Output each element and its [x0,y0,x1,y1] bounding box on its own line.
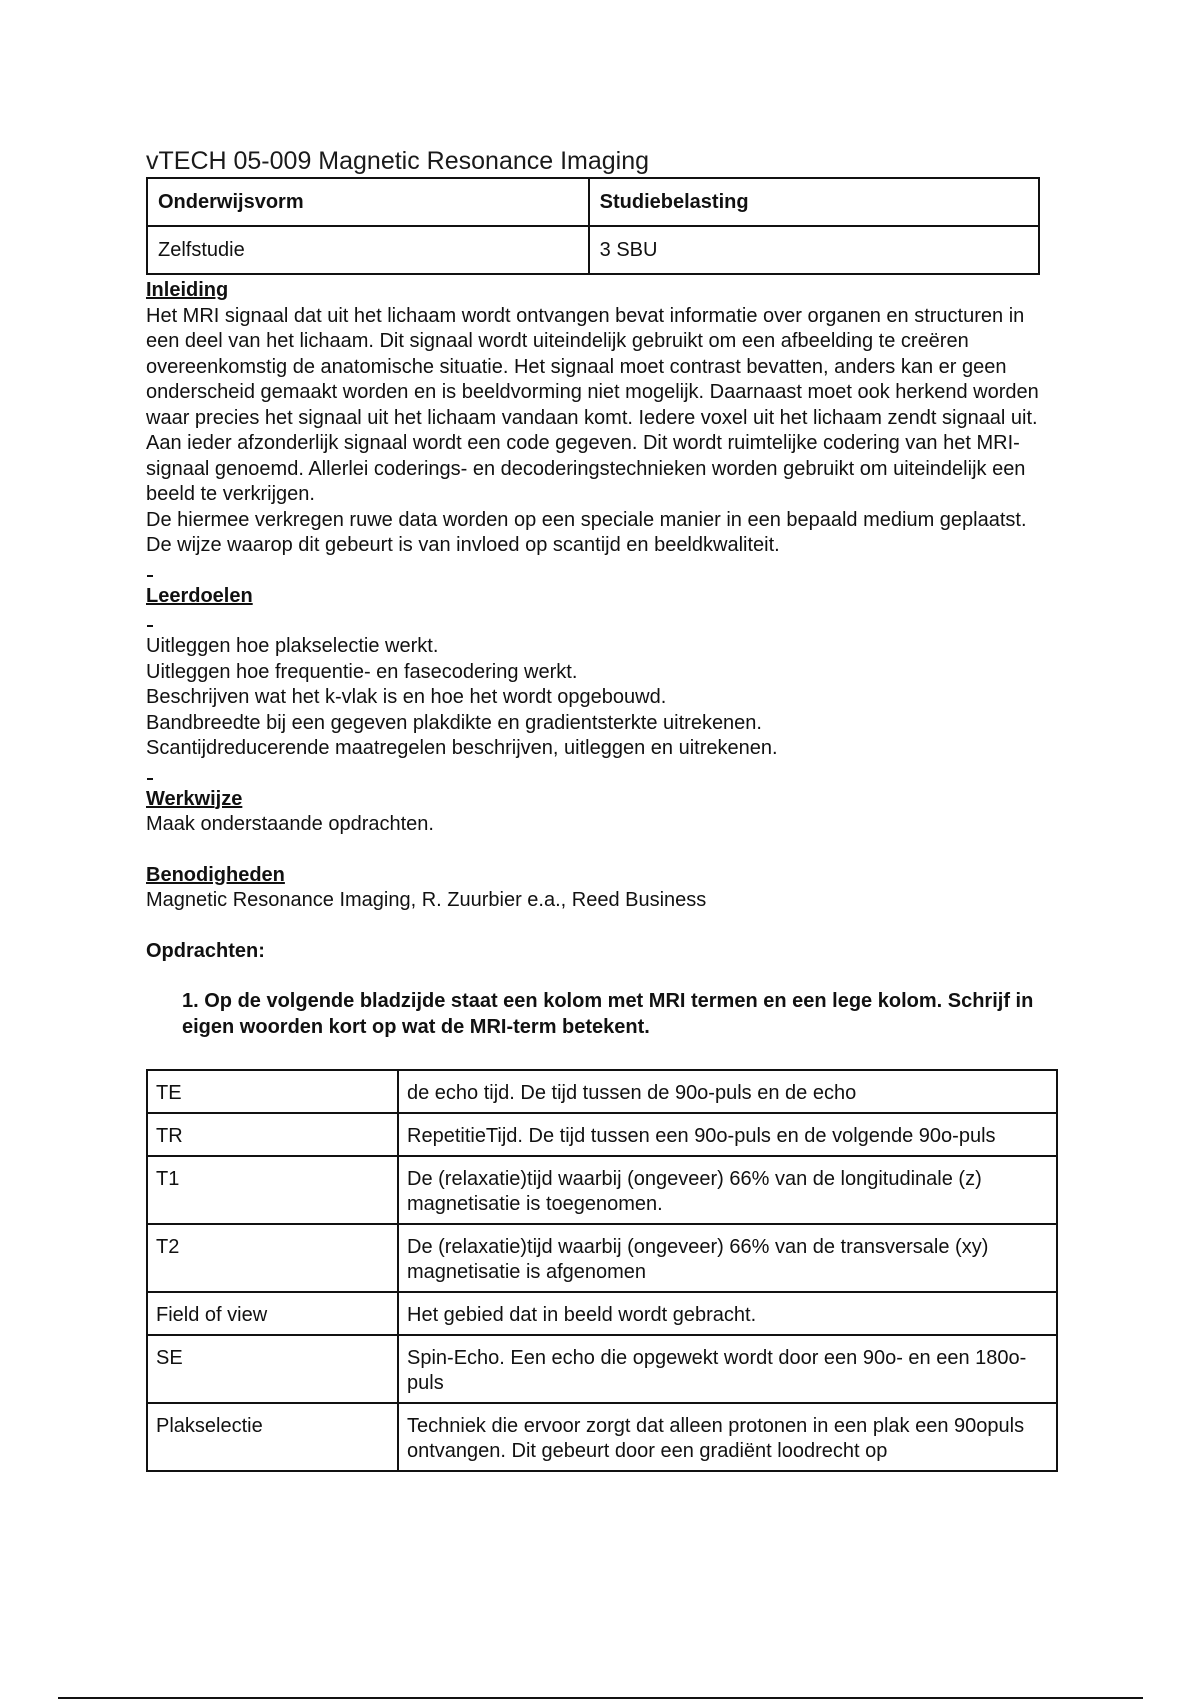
table-row [147,1113,1057,1156]
intro-paragraph-2: De hiermee verkregen ruwe data worden op een speciale manier in een bepaald medium geplaatst. De wijze waarop dit gebeurt is van invloed op scantijd en beeldkwaliteit. [146,508,1027,556]
info-table-header-row [147,178,1039,226]
term-cell: Field of view [147,1292,398,1335]
goal-item: Uitleggen hoe frequentie- en fasecodering werkt. [146,660,578,683]
goals-heading: Leerdoelen [146,584,253,607]
table-row [147,1224,1057,1292]
table-row [147,1335,1057,1403]
table-row [147,1070,1057,1113]
spacer-dash [146,609,1046,634]
document-body [146,278,1046,1040]
intro-heading: Inleiding [146,279,229,301]
table-row [147,1403,1057,1471]
value-studiebelasting: 3 SBU [589,226,1039,274]
goal-item: Uitleggen hoe plakselectie werkt. [146,635,439,657]
assignments-heading: Opdrachten: [146,939,265,962]
header-onderwijsvorm: Onderwijsvorm [147,178,589,226]
definition-cell: De (relaxatie)tijd waarbij (ongeveer) 66% van de longitudinale (z) magnetisatie is toegenomen. [398,1156,1057,1224]
document-title: vTECH 05-009 Magnetic Resonance Imaging [146,147,650,175]
terms-table [146,1069,1058,1472]
header-studiebelasting: Studiebelasting [589,178,1039,226]
footer-divider [58,1697,1143,1699]
definition-cell: de echo tijd. De tijd tussen de 90o-puls en de echo [398,1070,1057,1113]
info-table-value-row [147,226,1039,274]
definition-cell: RepetitieTijd. De tijd tussen een 90o-puls en de volgende 90o-puls [398,1113,1057,1156]
term-cell: T1 [147,1156,398,1224]
table-row [147,1156,1057,1224]
table-row [147,1292,1057,1335]
requirements-text: Magnetic Resonance Imaging, R. Zuurbier e.a., Reed Business [146,889,707,911]
goal-item: Bandbreedte bij een gegeven plakdikte en gradientsterkte uitrekenen. [146,711,762,734]
method-heading: Werkwijze [146,787,243,810]
intro-paragraph-1: Het MRI signaal dat uit het lichaam wordt ontvangen bevat informatie over organen en structuren in een deel van het lichaam. Dit signaal wordt uiteindelijk gebruikt om een afbeelding te creëren overeenkomstig de anatomische situatie. Het signaal moet contrast bevatten, anders kan er geen onderscheid gemaakt worden en is beeldvorming niet mogelijk. Daarnaast moet ook herkend worden waar precies het signaal uit het lichaam vandaan komt. Iedere voxel uit het lichaam zendt signaal uit. Aan ieder afzonderlijk signaal wordt een code gegeven. Dit wordt ruimtelijke codering van het MRI-signaal genoemd. Allerlei coderings- en decoderingstechnieken worden gebruikt om uiteindelijk een beeld te verkrijgen. [146,304,1039,505]
value-onderwijsvorm: Zelfstudie [147,226,589,274]
definition-cell: Het gebied dat in beeld wordt gebracht. [398,1292,1057,1335]
info-table [146,177,1040,275]
term-cell: TE [147,1070,398,1113]
method-text: Maak onderstaande opdrachten. [146,813,434,835]
spacer-dash [146,559,1046,584]
goal-item: Beschrijven wat het k-vlak is en hoe het wordt opgebouwd. [146,686,667,708]
requirements-heading: Benodigheden [146,863,285,886]
spacer-dash [146,762,1046,787]
definition-cell: Techniek die ervoor zorgt dat alleen protonen in een plak een 90opuls ontvangen. Dit gebeurt door een gradiënt loodrecht op [398,1403,1057,1471]
term-cell: Plakselectie [147,1403,398,1471]
task-1: 1. Op de volgende bladzijde staat een kolom met MRI termen en een lege kolom. Schrijf in eigen woorden kort op wat de MRI-term betekent. [182,990,1034,1038]
term-cell: T2 [147,1224,398,1292]
definition-cell: Spin-Echo. Een echo die opgewekt wordt door een 90o- en een 180o-puls [398,1335,1057,1403]
definition-cell: De (relaxatie)tijd waarbij (ongeveer) 66% van de transversale (xy) magnetisatie is afgenomen [398,1224,1057,1292]
term-cell: TR [147,1113,398,1156]
goal-item: Scantijdreducerende maatregelen beschrijven, uitleggen en uitrekenen. [146,737,778,759]
term-cell: SE [147,1335,398,1403]
